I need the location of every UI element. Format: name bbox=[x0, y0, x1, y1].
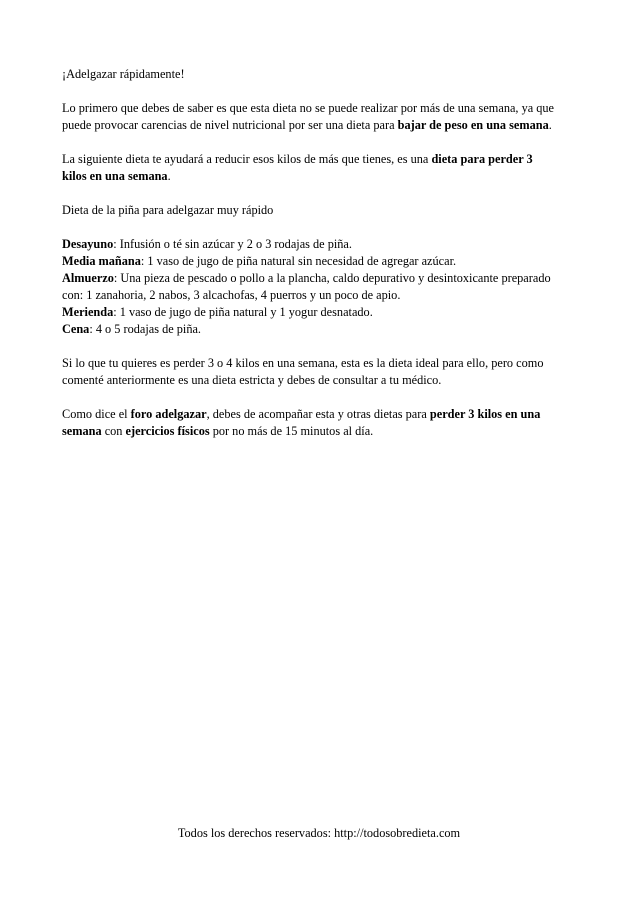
bold-keyword: kilos en una semana bbox=[62, 169, 168, 183]
section-subtitle: Dieta de la piña para adelgazar muy rápido bbox=[62, 203, 274, 217]
text-run: por no más de 15 minutos al día. bbox=[209, 424, 374, 438]
paragraph-2-line-1 bbox=[62, 151, 582, 168]
bold-keyword: bajar de peso en una semana bbox=[397, 118, 549, 132]
meal-label: Almuerzo bbox=[62, 271, 114, 285]
bold-keyword: ejercicios físicos bbox=[125, 424, 210, 438]
paragraph-3-line-2: comenté anteriormente es una dieta estricta y debes de consultar a tu médico. bbox=[62, 373, 442, 387]
text-run: . bbox=[167, 169, 171, 183]
text-run: puede provocar carencias de nivel nutricional por ser una dieta para bbox=[62, 118, 398, 132]
meal-text: : Una pieza de pescado o pollo a la plancha, caldo depurativo y desintoxicante preparado bbox=[113, 271, 551, 285]
text-run: con bbox=[101, 424, 126, 438]
page-footer: Todos los derechos reservados: http://todosobredieta.com bbox=[177, 826, 461, 840]
text-run: , debes de acompañar esta y otras dietas para bbox=[206, 407, 430, 421]
meal-merienda bbox=[62, 304, 582, 321]
document-body bbox=[62, 66, 582, 440]
meal-almuerzo bbox=[62, 270, 582, 287]
meal-text: : 4 o 5 rodajas de piña. bbox=[89, 322, 201, 336]
meal-text: : Infusión o té sin azúcar y 2 o 3 rodajas de piña. bbox=[113, 237, 352, 251]
bold-keyword: perder 3 kilos en una bbox=[429, 407, 541, 421]
meal-label: Merienda bbox=[62, 305, 114, 319]
meal-label: Cena bbox=[62, 322, 90, 336]
bold-keyword: dieta para perder 3 bbox=[431, 152, 533, 166]
paragraph-3-line-1: Si lo que tu quieres es perder 3 o 4 kilos en una semana, esta es la dieta ideal para ello, pero como bbox=[62, 356, 544, 370]
paragraph-4-line-2 bbox=[62, 423, 582, 440]
meal-media-manana bbox=[62, 253, 582, 270]
text-run: Como dice el bbox=[62, 407, 131, 421]
meal-almuerzo-continued: con: 1 zanahoria, 2 nabos, 3 alcachofas, 4 puerros y un poco de apio. bbox=[62, 288, 401, 302]
paragraph-2-line-2 bbox=[62, 168, 582, 185]
paragraph-1-line-1: Lo primero que debes de saber es que esta dieta no se puede realizar por más de una semana, ya que bbox=[62, 101, 555, 115]
meal-label: Media mañana bbox=[62, 254, 141, 268]
document-title: ¡Adelgazar rápidamente! bbox=[62, 67, 185, 81]
paragraph-4-line-1 bbox=[62, 406, 582, 423]
meal-cena bbox=[62, 321, 582, 338]
meal-text: : 1 vaso de jugo de piña natural y 1 yogur desnatado. bbox=[113, 305, 373, 319]
bold-keyword: foro adelgazar bbox=[130, 407, 207, 421]
bold-keyword: semana bbox=[62, 424, 102, 438]
meal-desayuno bbox=[62, 236, 582, 253]
meal-label: Desayuno bbox=[62, 237, 114, 251]
meal-text: : 1 vaso de jugo de piña natural sin necesidad de agregar azúcar. bbox=[140, 254, 457, 268]
text-run: La siguiente dieta te ayudará a reducir esos kilos de más que tienes, es una bbox=[62, 152, 432, 166]
text-run: . bbox=[548, 118, 552, 132]
paragraph-1-line-2 bbox=[62, 117, 582, 134]
